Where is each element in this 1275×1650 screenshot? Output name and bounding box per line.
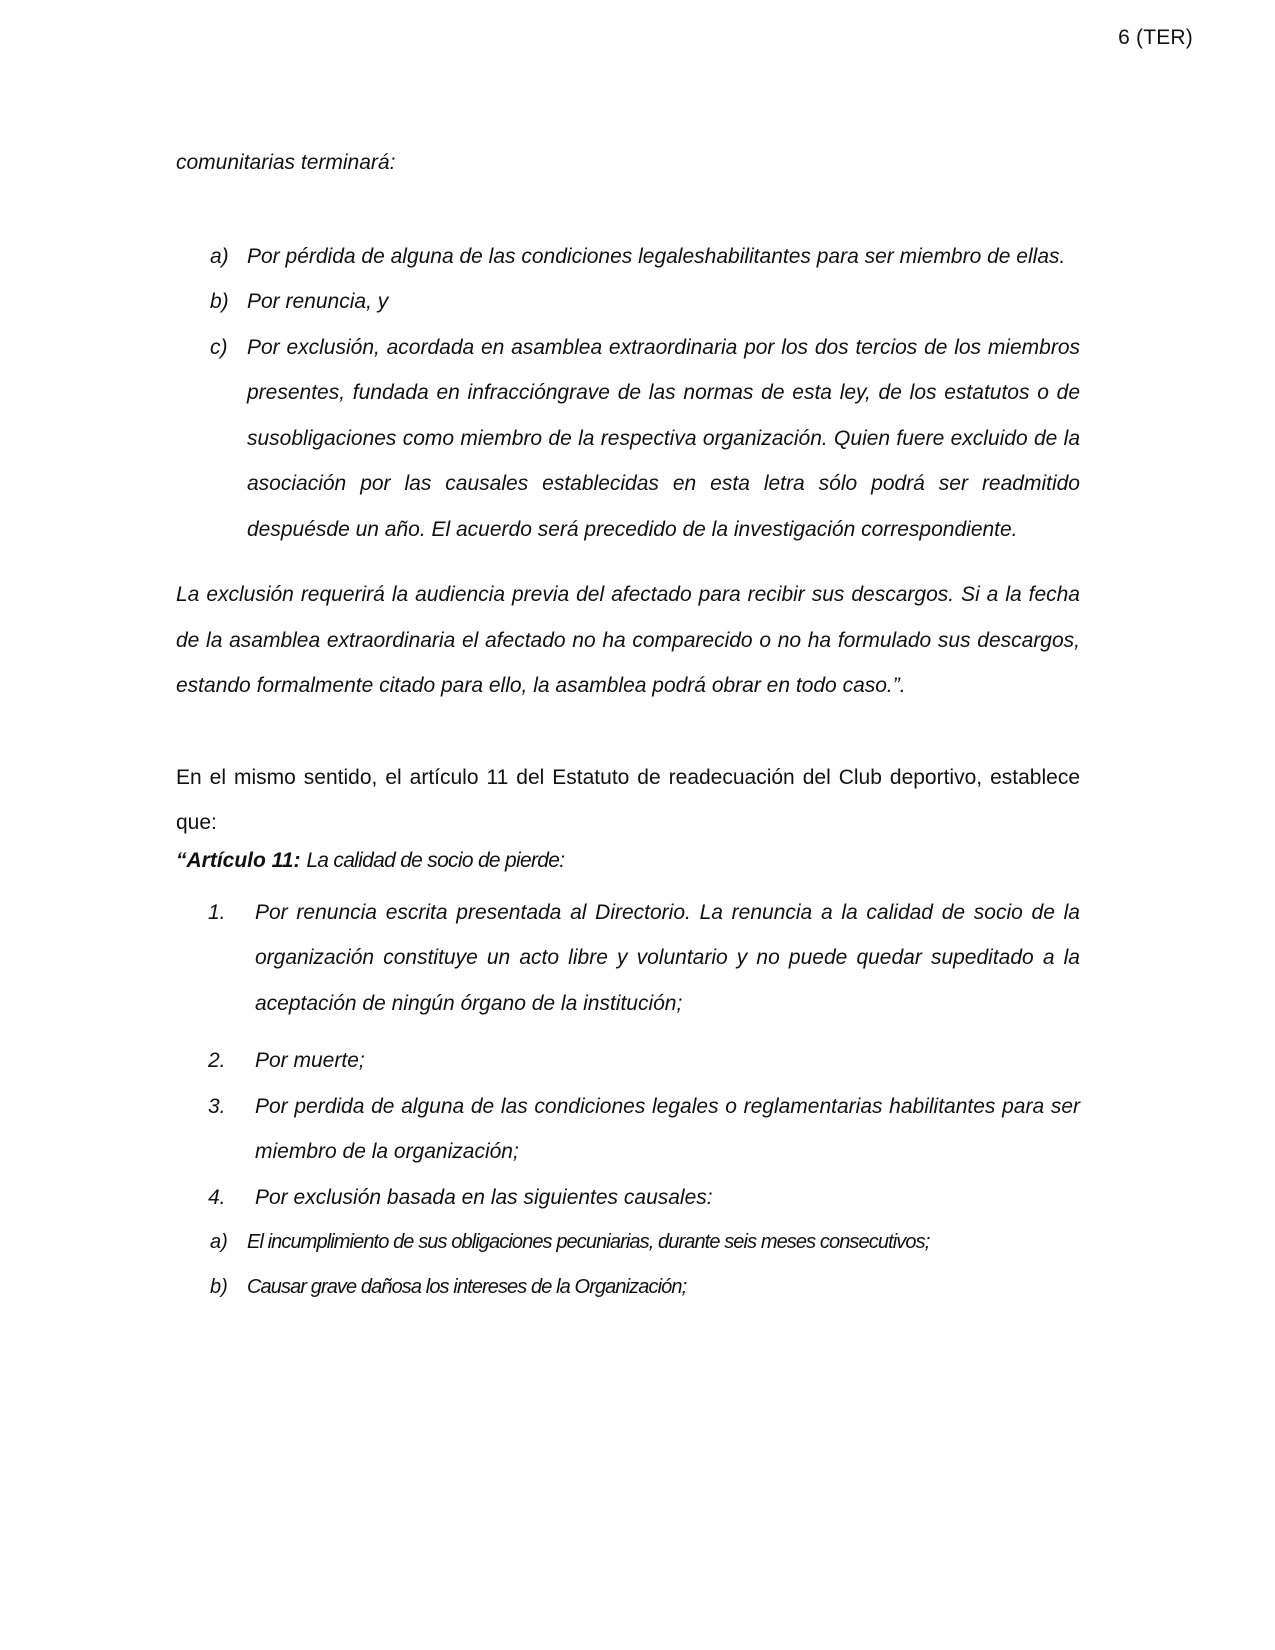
list-item xyxy=(176,1084,1080,1175)
list-marker: b) xyxy=(210,290,229,313)
list-marker: 2. xyxy=(208,1049,226,1072)
list-marker: a) xyxy=(210,1231,228,1253)
membership-loss-list xyxy=(176,890,1080,1221)
list-marker: 1. xyxy=(208,900,226,924)
list-marker: c) xyxy=(210,335,228,359)
list-item-text: Por perdida de alguna de las condiciones legales o reglamentarias habilitantes para ser miembro de la organización; xyxy=(255,1094,1080,1163)
list-item-text: Por renuncia, y xyxy=(247,290,389,313)
list-item xyxy=(176,1175,1080,1221)
list-item xyxy=(176,1220,1080,1265)
list-item-text: Por exclusión basada en las siguientes causales: xyxy=(255,1185,713,1209)
list-item xyxy=(176,325,1080,553)
statute-intro-paragraph: En el mismo sentido, el artículo 11 del Estatuto de readecuación del Club deportivo, establece que: xyxy=(176,765,1080,834)
list-marker: 3. xyxy=(208,1094,226,1118)
list-item-text: Por pérdida de alguna de las condiciones legaleshabilitantes para ser miembro de ellas. xyxy=(247,244,1066,268)
list-marker: a) xyxy=(210,244,229,268)
document-body xyxy=(176,140,1080,1310)
list-item-text: Por renuncia escrita presentada al Directorio. La renuncia a la calidad de socio de la organización constituye un acto libre y voluntario y no puede quedar supeditado a la aceptación de ningún órgano de la institución; xyxy=(255,900,1080,1015)
list-item xyxy=(176,890,1080,1027)
list-item xyxy=(176,1265,1080,1310)
list-item xyxy=(176,279,1080,325)
article-heading-text: La calidad de socio de pierde: xyxy=(306,848,565,872)
list-item xyxy=(176,1038,1080,1084)
article-heading-label: “Artículo 11: xyxy=(176,848,301,872)
list-item-text: El incumplimiento de sus obligaciones pecuniarias, durante seis meses consecutivos; xyxy=(247,1231,930,1253)
list-item-text: Por exclusión, acordada en asamblea extraordinaria por los dos tercios de los miembros presentes, fundada en infraccióngrave de las normas de esta ley, de los estatutos o de susobligaciones como miembro de la respectiva organización. Quien fuere excluido de la asociación por las causales establecidas en esta letra sólo podrá ser readmitido despuésde un año. El acuerdo será precedido de la investigación correspondiente. xyxy=(247,335,1080,541)
exclusion-paragraph: La exclusión requerirá la audiencia previa del afectado para recibir sus descargos. Si a la fecha de la asamblea extraordinaria el afectado no ha comparecido o no ha formulado sus descargos, estando formalmente citado para ello, la asamblea podrá obrar en todo caso.”. xyxy=(176,583,1080,697)
list-item-text: Causar grave dañosa los intereses de la Organización; xyxy=(247,1276,687,1298)
list-item-text: Por muerte; xyxy=(255,1049,365,1072)
list-marker: b) xyxy=(210,1276,228,1298)
list-item xyxy=(176,234,1080,280)
list-marker: 4. xyxy=(208,1185,226,1209)
intro-line: comunitarias terminará: xyxy=(176,151,396,174)
law-termination-list xyxy=(176,234,1080,553)
article-heading xyxy=(176,846,1080,876)
exclusion-causes-list xyxy=(176,1220,1080,1310)
page-number: 6 (TER) xyxy=(1118,26,1193,49)
